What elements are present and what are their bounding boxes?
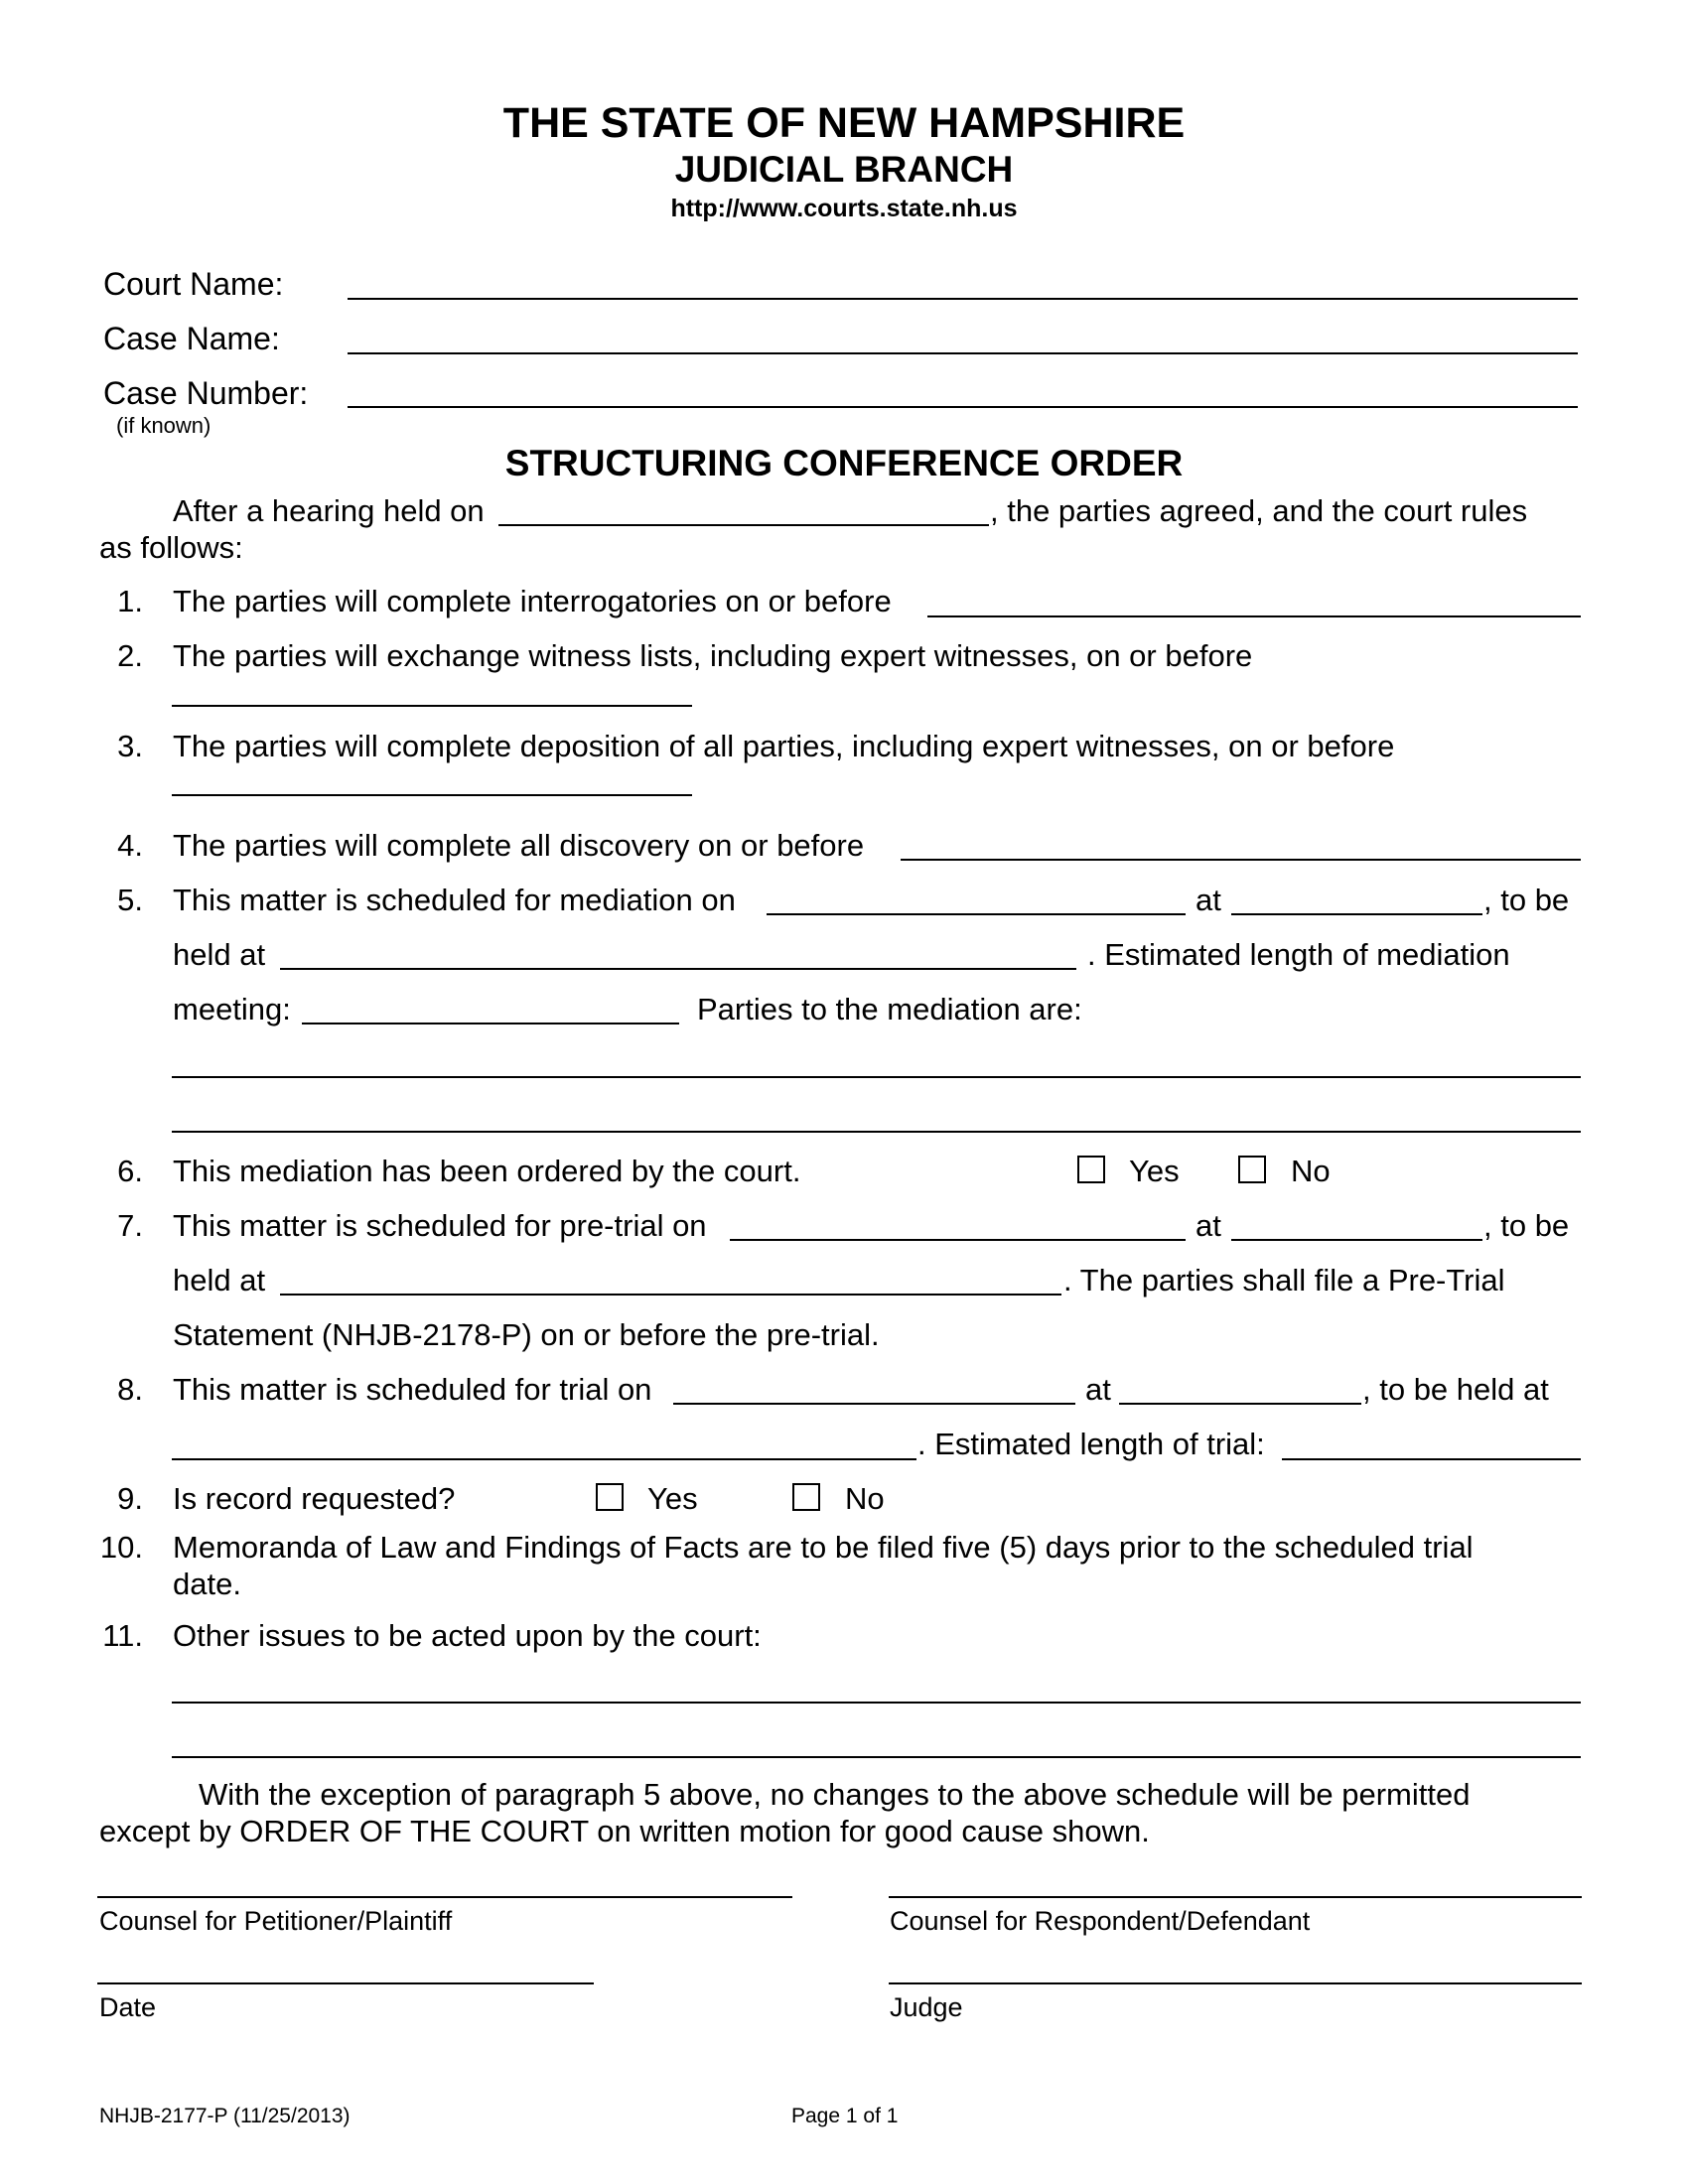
pretrial-location-field[interactable] bbox=[280, 1294, 1061, 1296]
court-name-field[interactable] bbox=[348, 298, 1578, 300]
intro-after: , the parties agreed, and the court rules bbox=[990, 493, 1528, 528]
item-text: Memoranda of Law and Findings of Facts are to be filed five (5) days prior to the scheduled trial bbox=[173, 1530, 1474, 1565]
deposition-date-field[interactable] bbox=[172, 794, 692, 796]
interrogatories-date-field[interactable] bbox=[927, 615, 1581, 617]
mediation-length-field[interactable] bbox=[302, 1023, 679, 1024]
mediation-location-field[interactable] bbox=[280, 968, 1076, 970]
item-text: . Estimated length of mediation bbox=[1087, 937, 1510, 972]
form-id: NHJB-2177-P (11/25/2013) bbox=[99, 2105, 351, 2127]
item-text: This mediation has been ordered by the court. bbox=[173, 1154, 801, 1188]
item-text: This matter is scheduled for trial on bbox=[173, 1372, 652, 1407]
item-text: , to be bbox=[1483, 883, 1570, 917]
item-text: , to be bbox=[1483, 1208, 1570, 1243]
item-text: The parties will complete deposition of all parties, including expert witnesses, on or before bbox=[173, 729, 1395, 763]
checkbox-label: Yes bbox=[647, 1481, 698, 1516]
intro-cont: as follows: bbox=[99, 530, 243, 565]
item-number: 7. bbox=[117, 1208, 143, 1243]
item-number: 4. bbox=[117, 828, 143, 863]
mediation-time-field[interactable] bbox=[1231, 913, 1482, 915]
mediation-ordered-no-checkbox[interactable] bbox=[1238, 1156, 1266, 1183]
mediation-date-field[interactable] bbox=[767, 913, 1186, 915]
header-url: http://www.courts.state.nh.us bbox=[670, 195, 1018, 222]
item-text: Is record requested? bbox=[173, 1481, 456, 1516]
trial-date-field[interactable] bbox=[673, 1403, 1075, 1405]
item-number: 1. bbox=[117, 584, 143, 618]
item-text: The parties will complete all discovery on or before bbox=[173, 828, 865, 863]
page-number: Page 1 of 1 bbox=[791, 2105, 899, 2127]
item-text: meeting: bbox=[173, 992, 291, 1026]
item-text: Other issues to be acted upon by the court: bbox=[173, 1618, 762, 1653]
pretrial-date-field[interactable] bbox=[730, 1239, 1186, 1241]
item-number: 8. bbox=[117, 1372, 143, 1407]
item-text: , to be held at bbox=[1362, 1372, 1549, 1407]
item-text: at bbox=[1196, 1208, 1221, 1243]
item-text: Statement (NHJB-2178-P) on or before the pre-trial. bbox=[173, 1317, 880, 1352]
header-state: THE STATE OF NEW HAMPSHIRE bbox=[502, 99, 1186, 147]
judge-signature-line[interactable] bbox=[889, 1982, 1582, 1984]
closing-line-2: except by ORDER OF THE COURT on written motion for good cause shown. bbox=[99, 1814, 1150, 1848]
header-branch: JUDICIAL BRANCH bbox=[674, 149, 1014, 190]
intro-before: After a hearing held on bbox=[173, 493, 485, 528]
hearing-date-field[interactable] bbox=[498, 524, 989, 526]
case-name-field[interactable] bbox=[348, 352, 1578, 354]
checkbox-label: No bbox=[845, 1481, 885, 1516]
item-text: at bbox=[1196, 883, 1221, 917]
trial-location-field[interactable] bbox=[172, 1458, 916, 1460]
item-text: held at bbox=[173, 937, 266, 972]
item-text: This matter is scheduled for pre-trial on bbox=[173, 1208, 707, 1243]
judge-label: Judge bbox=[890, 1992, 963, 2022]
item-text: Parties to the mediation are: bbox=[697, 992, 1082, 1026]
item-number: 3. bbox=[117, 729, 143, 763]
other-issues-field[interactable] bbox=[172, 1756, 1581, 1758]
mediation-ordered-yes-checkbox[interactable] bbox=[1077, 1156, 1105, 1183]
checkbox-label: Yes bbox=[1129, 1154, 1180, 1188]
witness-lists-date-field[interactable] bbox=[172, 705, 692, 707]
item-text: The parties will exchange witness lists, including expert witnesses, on or before bbox=[173, 638, 1253, 673]
discovery-date-field[interactable] bbox=[901, 859, 1581, 861]
case-number-field[interactable] bbox=[348, 406, 1578, 408]
item-text: This matter is scheduled for mediation on bbox=[173, 883, 736, 917]
item-number: 5. bbox=[117, 883, 143, 917]
item-text: date. bbox=[173, 1567, 241, 1601]
item-number: 10. bbox=[99, 1530, 143, 1565]
trial-length-field[interactable] bbox=[1282, 1458, 1581, 1460]
item-number: 2. bbox=[117, 638, 143, 673]
respondent-signature-line[interactable] bbox=[889, 1896, 1582, 1898]
mediation-parties-field[interactable] bbox=[172, 1076, 1581, 1078]
item-text: . Estimated length of trial: bbox=[917, 1427, 1265, 1461]
petitioner-signature-line[interactable] bbox=[97, 1896, 792, 1898]
checkbox-label: No bbox=[1291, 1154, 1331, 1188]
record-requested-yes-checkbox[interactable] bbox=[596, 1483, 624, 1511]
page-title: STRUCTURING CONFERENCE ORDER bbox=[504, 443, 1184, 483]
date-label: Date bbox=[99, 1992, 157, 2022]
petitioner-label: Counsel for Petitioner/Plaintiff bbox=[99, 1906, 453, 1936]
item-text: held at bbox=[173, 1263, 266, 1297]
item-text: at bbox=[1085, 1372, 1111, 1407]
item-text: . The parties shall file a Pre-Trial bbox=[1063, 1263, 1505, 1297]
other-issues-field[interactable] bbox=[172, 1702, 1581, 1704]
case-number-label: Case Number: bbox=[103, 375, 309, 411]
court-name-label: Court Name: bbox=[103, 266, 284, 302]
item-number: 11. bbox=[102, 1618, 143, 1653]
trial-time-field[interactable] bbox=[1119, 1403, 1361, 1405]
date-signature-line[interactable] bbox=[97, 1982, 594, 1984]
case-name-label: Case Name: bbox=[103, 321, 280, 356]
item-text: The parties will complete interrogatories on or before bbox=[173, 584, 892, 618]
item-number: 9. bbox=[117, 1481, 143, 1516]
record-requested-no-checkbox[interactable] bbox=[792, 1483, 820, 1511]
closing-line-1: With the exception of paragraph 5 above, no changes to the above schedule will be permitted bbox=[199, 1777, 1471, 1812]
pretrial-time-field[interactable] bbox=[1231, 1239, 1482, 1241]
case-number-note: (if known) bbox=[116, 413, 211, 438]
mediation-parties-field[interactable] bbox=[172, 1131, 1581, 1133]
item-number: 6. bbox=[117, 1154, 143, 1188]
respondent-label: Counsel for Respondent/Defendant bbox=[890, 1906, 1311, 1936]
